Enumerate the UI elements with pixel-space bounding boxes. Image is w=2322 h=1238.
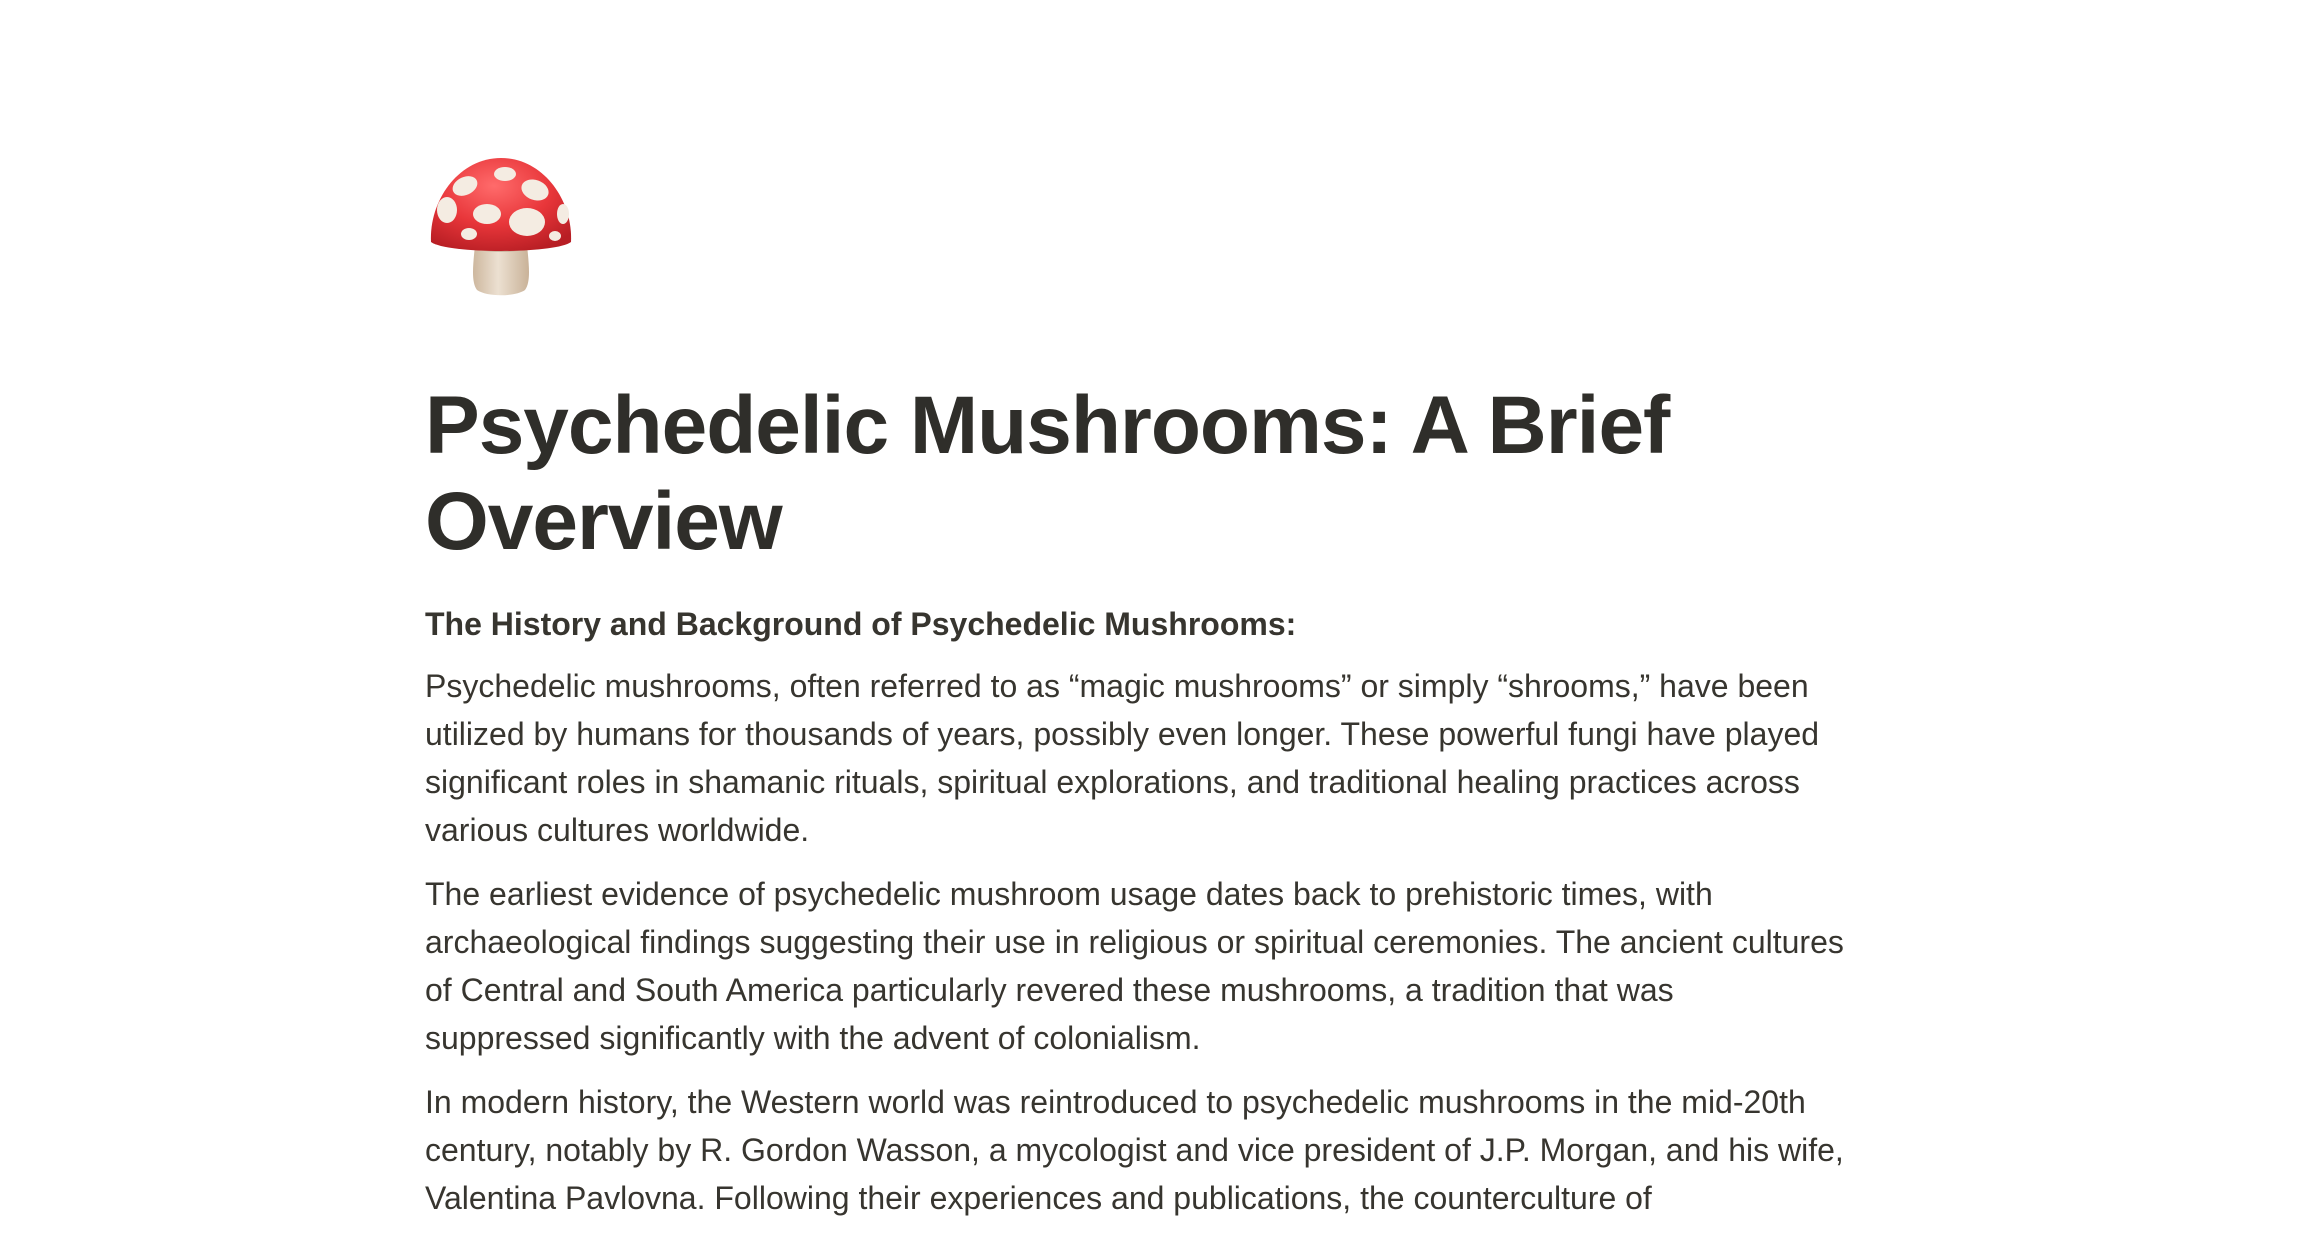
page-title[interactable]: Psychedelic Mushrooms: A Brief Overview [425, 380, 1670, 567]
section-heading-history[interactable]: The History and Background of Psychedelic Mushrooms: [425, 606, 1297, 642]
page-content [425, 600, 1845, 1238]
paragraph-1[interactable]: Psychedelic mushrooms, often referred to as “magic mushrooms” or simply “shrooms,” have been utilized by humans for thousands of years, possibly even longer. These powerful fungi have played significant roles in shamanic rituals, spiritual explorations, and traditional healing practices across various cultures worldwide. [425, 668, 1820, 848]
paragraph-2[interactable]: The earliest evidence of psychedelic mushroom usage dates back to prehistoric times, with archaeological findings suggesting their use in religious or spiritual ceremonies. The ancient cultures of Central and South America particularly revered these mushrooms, a tradition that was suppressed significantly with the advent of colonialism. [425, 876, 1844, 1056]
mushroom-icon[interactable] [425, 150, 575, 300]
paragraph-3[interactable]: In modern history, the Western world was reintroduced to psychedelic mushrooms in the mid-20th century, notably by R. Gordon Wasson, a mycologist and vice president of J.P. Morgan, and his wife, Valentina Pavlovna. Following their experiences and publications, the counterculture of [425, 1084, 1844, 1216]
